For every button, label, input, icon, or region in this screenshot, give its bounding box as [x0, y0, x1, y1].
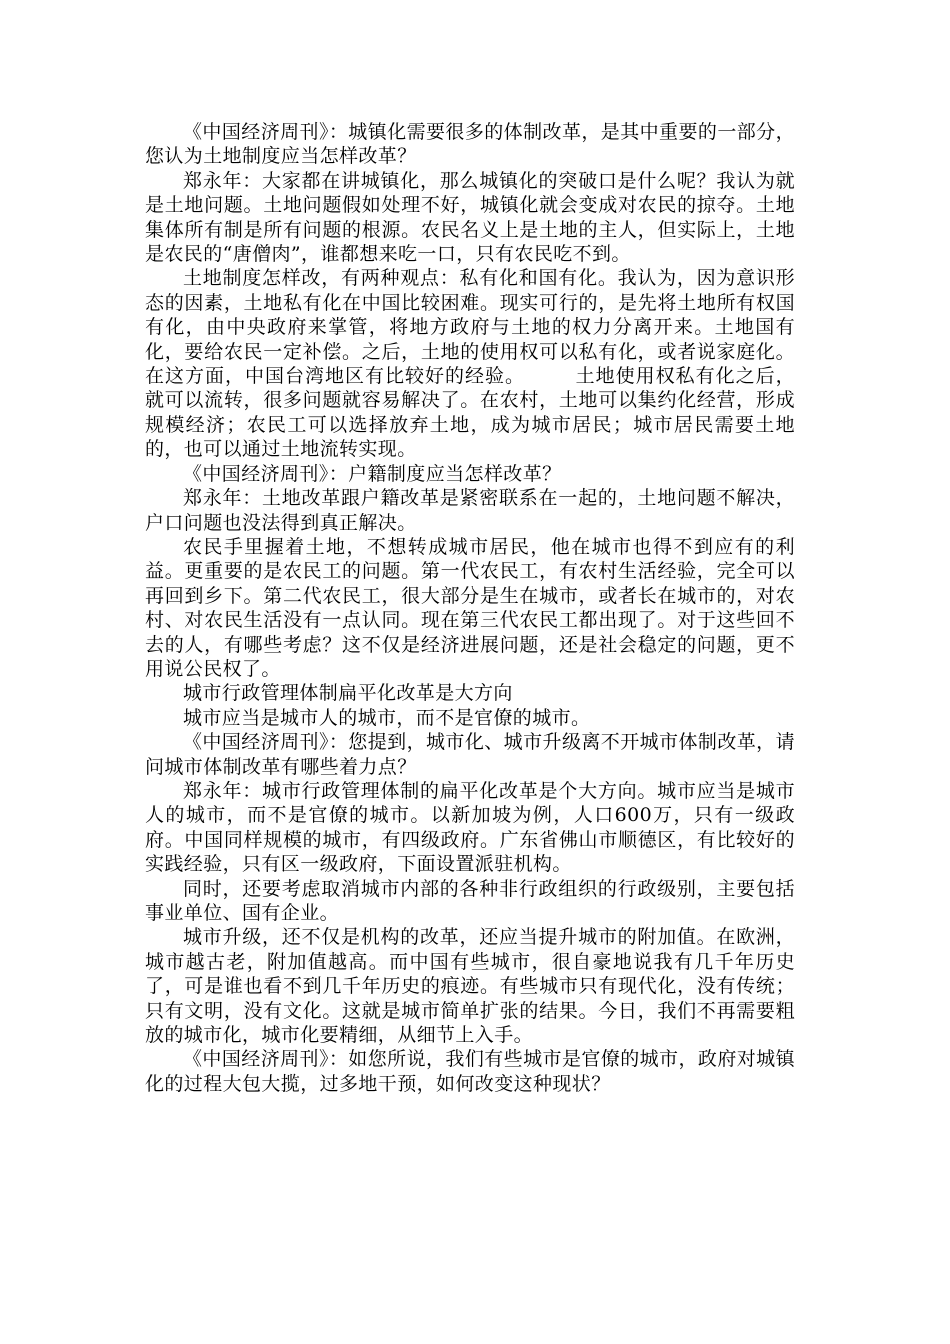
document-page	[145, 120, 795, 1096]
paragraph-subheading-quote: 城市应当是城市人的城市，而不是官僚的城市。	[183, 706, 591, 729]
paragraph-city-upgrade: 城市升级，还不仅是机构的改革，还应当提升城市的附加值。在欧洲，城市越古老，附加值越高。而中国有些城市，很自豪地说我有几千年历史了，可是谁也看不到几千年历史的痕迹。有些城市只有现代化，没有传统；只有文明，没有文化。这就是城市简单扩张的结果。今日，我们不再需要粗放的城市化，城市化要精细，从细节上入手。	[145, 926, 795, 1047]
paragraph-land-system-views: 土地制度怎样改，有两种观点：私有化和国有化。我认为，因为意识形态的因素，土地私有化在中国比较困难。现实可行的，是先将土地所有权国有化，由中央政府来掌管，将地方政府与土地的权力分离开来。土地国有化，要给农民一定补偿。之后，土地的使用权可以私有化，或者说家庭化。在这方面，中国台湾地区有比较好的经验。 土地使用权私有化之后，就可以流转，很多问题就容易解决了。在农村，土地可以集约化经营，形成规模经济；农民工可以选择放弃土地，成为城市居民；城市居民需要土地的，也可以通过土地流转实现。	[145, 267, 795, 461]
paragraph-answer-hukou: 郑永年：土地改革跟户籍改革是紧密联系在一起的，土地问题不解决，户口问题也没法得到真正解决。	[145, 487, 795, 534]
paragraph-question-hukou: 《中国经济周刊》：户籍制度应当怎样改革？	[183, 462, 562, 485]
paragraph-answer-flat-administration: 郑永年：城市行政管理体制的扁平化改革是个大方向。城市应当是城市人的城市，而不是官僚的城市。以新加坡为例，人口600万，只有一级政府。中国同样规模的城市，有四级政府。广东省佛山市顺德区，有比较好的实践经验，只有区一级政府，下面设置派驻机构。	[145, 779, 795, 876]
paragraph-question-city-reform: 《中国经济周刊》：您提到，城市化、城市升级离不开城市体制改革，请问城市体制改革有哪些着力点？	[145, 731, 795, 778]
paragraph-question-land-reform: 《中国经济周刊》：城镇化需要很多的体制改革，是其中重要的一部分，您认为土地制度应当怎样改革？	[145, 121, 795, 168]
paragraph-question-government-role: 《中国经济周刊》：如您所说，我们有些城市是官僚的城市，政府对城镇化的过程大包大揽，过多地干预，如何改变这种现状？	[145, 1048, 795, 1095]
paragraph-migrant-workers: 农民手里握着土地，不想转成城市居民，他在城市也得不到应有的利益。更重要的是农民工的问题。第一代农民工，有农村生活经验，完全可以再回到乡下。第二代农民工，很大部分是生在城市，或者长在城市的，对农村、对农民生活没有一点认同。现在第三代农民工都出现了。对于这些回不去的人，有哪些考虑？这不仅是经济进展问题，还是社会稳定的问题，更不用说公民权了。	[145, 535, 795, 680]
paragraph-answer-land-problem: 郑永年：大家都在讲城镇化，那么城镇化的突破口是什么呢？我认为就是土地问题。土地问题假如处理不好，城镇化就会变成对农民的掠夺。土地集体所有制是所有问题的根源。农民名义上是土地的主人，但实际上，土地是农民的“唐僧肉”，谁都想来吃一口，只有农民吃不到。	[145, 169, 795, 266]
section-heading: 城市行政管理体制扁平化改革是大方向	[183, 682, 513, 705]
paragraph-administrative-levels: 同时，还要考虑取消城市内部的各种非行政组织的行政级别，主要包括事业单位、国有企业。	[145, 877, 795, 924]
